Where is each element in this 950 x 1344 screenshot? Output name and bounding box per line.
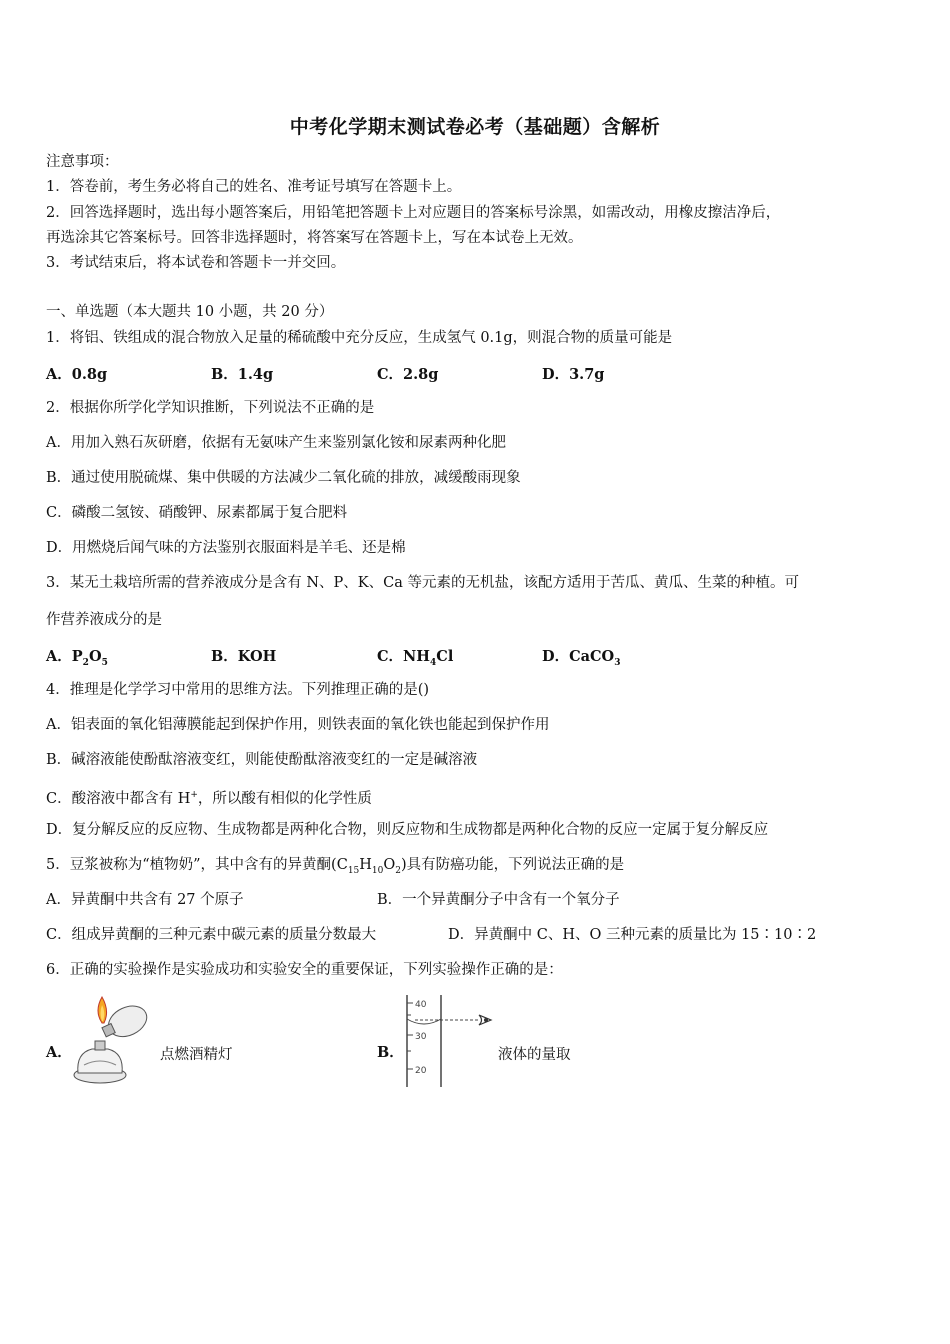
- q4-c-text: C．酸溶液中都含有 H: [46, 790, 191, 807]
- q3-a-label: A．: [46, 648, 72, 665]
- q1-stem: 1．将铝、铁组成的混合物放入足量的稀硫酸中充分反应，生成氢气 0.1g，则混合物的质量可能是: [46, 330, 673, 346]
- q3-d-formula-caco: CaCO: [569, 648, 615, 665]
- q3-a-sub-5: 5: [101, 657, 108, 668]
- q2-option-b[interactable]: B．通过使用脱硫煤、集中供暖的方法减少二氧化硫的排放，减缓酸雨现象: [46, 470, 521, 486]
- tick-label-20: 20: [415, 1066, 427, 1076]
- q6-option-a-caption: 点燃酒精灯: [160, 1047, 233, 1063]
- q3-option-b[interactable]: B．KOH: [211, 648, 277, 665]
- notice-heading: 注意事项：: [46, 154, 119, 170]
- notice-item-3: 3．考试结束后，将本试卷和答题卡一并交回。: [46, 255, 346, 271]
- tick-label-30: 30: [415, 1032, 427, 1042]
- alcohol-lamp-illustration: [72, 993, 158, 1087]
- q5-option-a[interactable]: A．异黄酮中共含有 27 个原子: [46, 892, 244, 908]
- q4-option-d[interactable]: D．复分解反应的反应物、生成物都是两种化合物，则反应物和生成物都是两种化合物的反应一定属于复分解反应: [46, 822, 769, 838]
- q4-option-b[interactable]: B．碱溶液能使酚酞溶液变红，则能使酚酞溶液变红的一定是碱溶液: [46, 752, 478, 768]
- q4-c-text-post: ，所以酸有相似的化学性质: [197, 790, 372, 807]
- q5-formula-o: O: [383, 857, 396, 873]
- q3-c-label: C．: [377, 648, 404, 665]
- q5-option-c[interactable]: C．组成异黄酮的三种元素中碳元素的质量分数最大: [46, 927, 377, 943]
- q3-stem-cont: 作营养液成分的是: [46, 612, 162, 628]
- q4-c-sup: +: [190, 790, 198, 800]
- q4-option-c[interactable]: [46, 785, 372, 809]
- q6-stem: 6．正确的实验操作是实验成功和实验安全的重要保证，下列实验操作正确的是：: [46, 962, 563, 978]
- q4-option-a[interactable]: A．铝表面的氧化铝薄膜能起到保护作用，则铁表面的氧化铁也能起到保护作用: [46, 717, 550, 733]
- q5-stem-pre: 5．豆浆被称为“植物奶”，其中含有的异黄酮(C: [46, 857, 348, 873]
- q5-sub-15: 15: [347, 865, 360, 876]
- q5-sub-2: 2: [395, 865, 401, 876]
- q3-option-c[interactable]: [377, 645, 453, 668]
- q3-a-formula-o: O: [88, 648, 102, 665]
- q3-a-formula-p: P: [71, 648, 83, 665]
- notice-item-2-cont: 再选涂其它答案标号。回答非选择题时，将答案写在答题卡上，写在本试卷上无效。: [46, 230, 583, 246]
- q3-c-formula-cl: Cl: [436, 648, 454, 665]
- tick-label-40: 40: [415, 1000, 427, 1010]
- page-title: 中考化学期末测试卷必考（基础题）含解析: [289, 116, 661, 138]
- q5-formula-h: H: [359, 857, 372, 873]
- q6-option-b-label[interactable]: B．: [377, 1044, 404, 1061]
- q2-stem: 2．根据你所学化学知识推断，下列说法不正确的是: [46, 400, 375, 416]
- q6-option-a-label[interactable]: A．: [46, 1044, 72, 1061]
- q1-option-b[interactable]: B．1.4g: [211, 366, 274, 383]
- q2-option-a[interactable]: A．用加入熟石灰研磨，依据有无氨味产生来鉴别氯化铵和尿素两种化肥: [46, 435, 506, 451]
- q1-option-d[interactable]: D．3.7g: [542, 366, 605, 383]
- q5-sub-10: 10: [371, 865, 384, 876]
- section-heading: 一、单选题（本大题共 10 小题，共 20 分）: [46, 304, 334, 320]
- q3-d-sub-3: 3: [614, 657, 621, 668]
- notice-item-2: 2．回答选择题时，选出每小题答案后，用铅笔把答题卡上对应题目的答案标号涂黑，如需改动，用橡皮擦洁净后，: [46, 205, 781, 221]
- q5-option-d[interactable]: D．异黄酮中 C、H、O 三种元素的质量比为 15∶10∶2: [448, 927, 817, 943]
- q3-stem: 3．某无土栽培所需的营养液成分是含有 N、P、K、Ca 等元素的无机盐，该配方适用于苦瓜、黄瓜、生菜的种植。可: [46, 575, 799, 591]
- q6-option-b-caption: 液体的量取: [498, 1047, 571, 1063]
- graduated-cylinder-illustration: [395, 993, 500, 1089]
- q3-option-d[interactable]: [542, 645, 620, 668]
- q3-c-sub-4: 4: [430, 657, 437, 668]
- q3-c-formula-nh: NH: [403, 648, 431, 665]
- q5-stem-post: )具有防癌功能，下列说法正确的是: [401, 857, 625, 873]
- q1-option-c[interactable]: C．2.8g: [377, 366, 439, 383]
- q1-option-a[interactable]: A．0.8g: [46, 366, 108, 383]
- q3-d-label: D．: [542, 648, 570, 665]
- q5-option-b[interactable]: B．一个异黄酮分子中含有一个氧分子: [377, 892, 620, 908]
- q4-stem: 4．推理是化学学习中常用的思维方法。下列推理正确的是(): [46, 682, 430, 698]
- q5-stem: [46, 855, 624, 881]
- q2-option-d[interactable]: D．用燃烧后闻气味的方法鉴别衣服面料是羊毛、还是棉: [46, 540, 406, 556]
- notice-item-1: 1．答卷前，考生务必将自己的姓名、准考证号填写在答题卡上。: [46, 179, 462, 195]
- q3-a-sub-2: 2: [82, 657, 89, 668]
- q2-option-c[interactable]: C．磷酸二氢铵、硝酸钾、尿素都属于复合肥料: [46, 505, 348, 521]
- q3-option-a[interactable]: [46, 645, 108, 668]
